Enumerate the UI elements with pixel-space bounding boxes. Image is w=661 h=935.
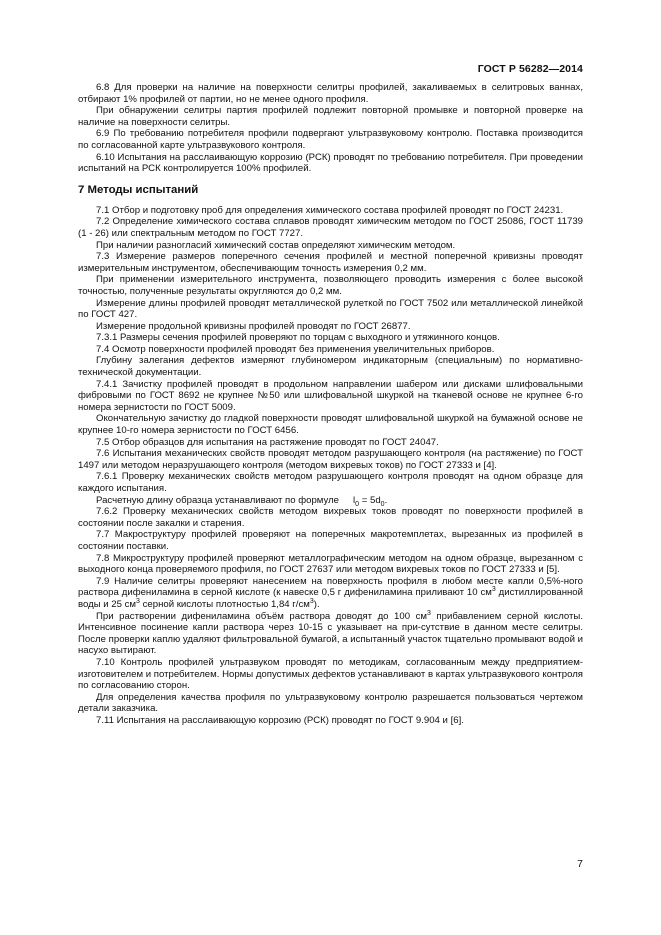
paragraph: 7.2 Определение химического состава сплавов проводят химическим методом по ГОСТ 25086, ГОСТ 11739 (1 - 26) или спектральным методом по ГОСТ 7727. xyxy=(78,216,583,239)
page-number: 7 xyxy=(577,858,583,870)
formula-d-sub: 0 xyxy=(380,500,385,508)
paragraph-7-9b xyxy=(78,611,583,657)
section-title: 7 Методы испытаний xyxy=(78,183,199,196)
p79b-part: При растворении дифениламина объём раствора доводят до 100 см xyxy=(96,610,427,622)
p79b-part: прибавлением серной кислоты. Интенсивное посинение капли раствора через 10-15 с указывает на при-сутствие в данном месте селитры. После проверки каплю удаляют фильтровальной бумагой, а испытанный участок тщательно промывают водой и насухо вытирают. xyxy=(78,610,583,657)
paragraph: Окончательную зачистку до гладкой поверхности проводят шлифовальной шкуркой на бумажной основе не крупнее 10-го номера зернистости по ГОСТ 6456. xyxy=(78,413,583,437)
paragraph: 6.10 Испытания на расслаивающую коррозию (РСК) проводят по требованию потребителя. При проведении испытаний на РСК контролируется 100% профилей. xyxy=(78,151,583,175)
superscript: 3 xyxy=(491,586,496,594)
superscript: 3 xyxy=(309,597,314,605)
paragraph: 7.6.2 Проверку механических свойств методом вихревых токов проводят по поверхности профилей в состоянии после закалки и старения. xyxy=(78,506,583,529)
superscript: 3 xyxy=(136,597,140,605)
paragraph: Глубину залегания дефектов измеряют глубиномером индикаторным (специальным) по нормативно-технической документации. xyxy=(78,355,583,379)
formula-end: . xyxy=(384,494,388,506)
paragraph: Измерение длины профилей проводят металлической рулеткой по ГОСТ 7502 или металлической линейкой по ГОСТ 427. xyxy=(78,297,583,321)
paragraph: 6.9 По требованию потребителя профили подвергают ультразвуковому контролю. Поставка производится по согласованной карте ультразвукового контроля. xyxy=(78,128,583,151)
paragraph: 7.3 Измерение размеров поперечного сечения профилей и местной поперечной кривизны проводят измерительным инструментом, обеспечивающим точность измерения 0,2 мм. xyxy=(78,251,583,274)
paragraph: 7.3.1 Размеры сечения профилей проверяют по торцам с выходного и утяжинного концов. xyxy=(96,332,500,344)
paragraph: 7.8 Микроструктуру профилей проверяют металлографическим методом на одном образце, вырезанном с выходного конца проверяемого профиля, по ГОСТ 27637 или методом вихревых токов по ГОСТ 27333 и [5]. xyxy=(78,552,583,576)
formula-text: Расчетную длину образца устанавливают по формуле xyxy=(96,494,339,506)
paragraph: 6.8 Для проверки на наличие на поверхности селитры профилей, закаливаемых в селитровых ваннах, отбирают 1% профилей от партии, но не менее одного профиля. xyxy=(78,82,583,105)
superscript: 3 xyxy=(426,609,431,617)
paragraph: 7.6.1 Проверку механических свойств методом разрушающего контроля проводят на одном образце для каждого испытания. xyxy=(78,471,583,494)
paragraph: 7.1 Отбор и подготовку проб для определения химического состава профилей проводят по ГОСТ 24231. xyxy=(96,204,564,216)
paragraph: 7.11 Испытания на расслаивающую коррозию (РСК) проводят по ГОСТ 9.904 и [6]. xyxy=(96,714,464,726)
paragraph: 7.4 Осмотр поверхности профилей проводят без применения увеличительных приборов. xyxy=(96,343,495,355)
paragraph: 7.4.1 Зачистку профилей проводят в продольном направлении шабером или дисками шлифовальными фибровыми по ГОСТ 8692 не крупнее №50 или шлифовальной шкуркой на тканевой основе не крупнее 6-го номера зернистости по ГОСТ 5009. xyxy=(78,378,583,413)
p79-part: дистиллированной воды и 25 см xyxy=(78,587,583,610)
paragraph: При обнаружении селитры партия профилей подлежит повторной промывке и повторной проверке на наличие на поверхности селитры. xyxy=(78,105,583,128)
paragraph: При применении измерительного инструмента, позволяющего проводить измерения с более высокой точностью, полученные результаты округляются до 0,2 мм. xyxy=(78,274,583,297)
formula-l: l xyxy=(353,494,356,506)
paragraph-7-9 xyxy=(78,576,583,611)
p79-part: ). xyxy=(313,598,320,610)
paragraph: Измерение продольной кривизны профилей проводят по ГОСТ 26877. xyxy=(96,320,411,332)
p79-part: серной кислоты плотностью 1,84 г/см xyxy=(139,598,310,610)
paragraph: Для определения качества профиля по ультразвуковому контролю разрешается пользоваться чертежом детали заказчика. xyxy=(78,691,583,715)
formula-eq: = 5d xyxy=(359,494,381,506)
document-body xyxy=(78,82,583,726)
p79-part: 7.9 Наличие селитры проверяют нанесением на поверхность профиля в любом месте капли 0,5%-ного раствора дифениламина в серной кислоте (к навеске 0,5 г дифениламина приливают 10 см xyxy=(78,575,583,599)
document-header: ГОСТ Р 56282—2014 xyxy=(477,63,583,75)
paragraph: 7.7 Макроструктуру профилей проверяют на поперечных макротемплетах, вырезанных из профилей в состоянии поставки. xyxy=(78,529,583,552)
paragraph: 7.10 Контроль профилей ультразвуком проводят по методикам, согласованным между предприятием-изготовителем и потребителем. Нормы допустимых дефектов устанавливают в картах ультразвукового контроля по согласованию сторон. xyxy=(78,656,583,692)
formula-l-sub: 0 xyxy=(355,500,360,508)
paragraph: 7.5 Отбор образцов для испытания на растяжение проводят по ГОСТ 24047. xyxy=(96,436,439,448)
formula-paragraph xyxy=(78,495,583,507)
paragraph: При наличии разногласий химический состав определяют химическим методом. xyxy=(96,239,456,251)
paragraph: 7.6 Испытания механических свойств проводят методом разрушающего контроля (на растяжение) по ГОСТ 1497 или методом неразрушающего контроля (методом вихревых токов) по ГОСТ 27333 и [4]. xyxy=(78,448,583,471)
